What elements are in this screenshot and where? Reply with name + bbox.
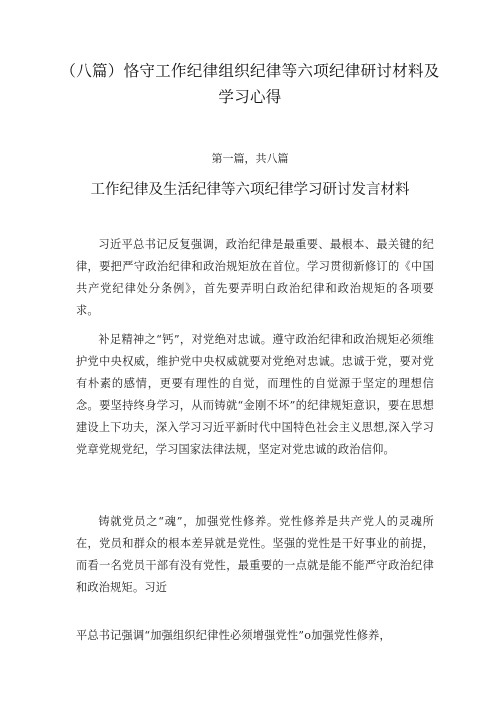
paragraph: 平总书记强调“加强组织纪律性必须增强党性”o加强党性修养，	[76, 629, 391, 642]
section-title: 工作纪律及生活纪律等六项纪律学习研讨发言材料	[90, 182, 410, 198]
paragraph: 补足精神之“钙”，对党绝对忠诚。遵守政治纪律和政治规矩必须维护党中央权威，维护党中央权威就要对党绝对忠诚。忠诚于党，要对党有朴素的感情，更要有理性的自觉，而理性的自觉源于坚定的理想信念。要坚持终身学习，从而铸就“金刚不坏”的纪律规矩意识，要在思想建设上下功夫，深入学习习近平新时代中国特色社会主义思想,深入学习党章党规党纪，学习国家法律法规，坚定对党忠诚的政治信仰。	[76, 333, 434, 456]
paragraph: 铸就党员之“魂”，加强党性修养。党性修养是共产党人的灵魂所在，党员和群众的根本差异就是党性。坚强的党性是干好事业的前提，而看一名党员干部有没有党性，最重要的一点就是能不能严守政治纪律和政治规矩。习近	[76, 515, 434, 594]
document-title: （八篇）恪守工作纪律组织纪律等六项纪律研讨材料及学习心得	[60, 62, 440, 106]
section-label: 第一篇，共八篇	[211, 152, 289, 165]
paragraph: 习近平总书记反复强调，政治纪律是最重要、最根本、最关键的纪律，要把严守政治纪律和政治规矩放在首位。学习贯彻新修订的《中国共产党纪律处分条例》，首先要弄明白政治纪律和政治规矩的各项要求。	[76, 238, 434, 317]
